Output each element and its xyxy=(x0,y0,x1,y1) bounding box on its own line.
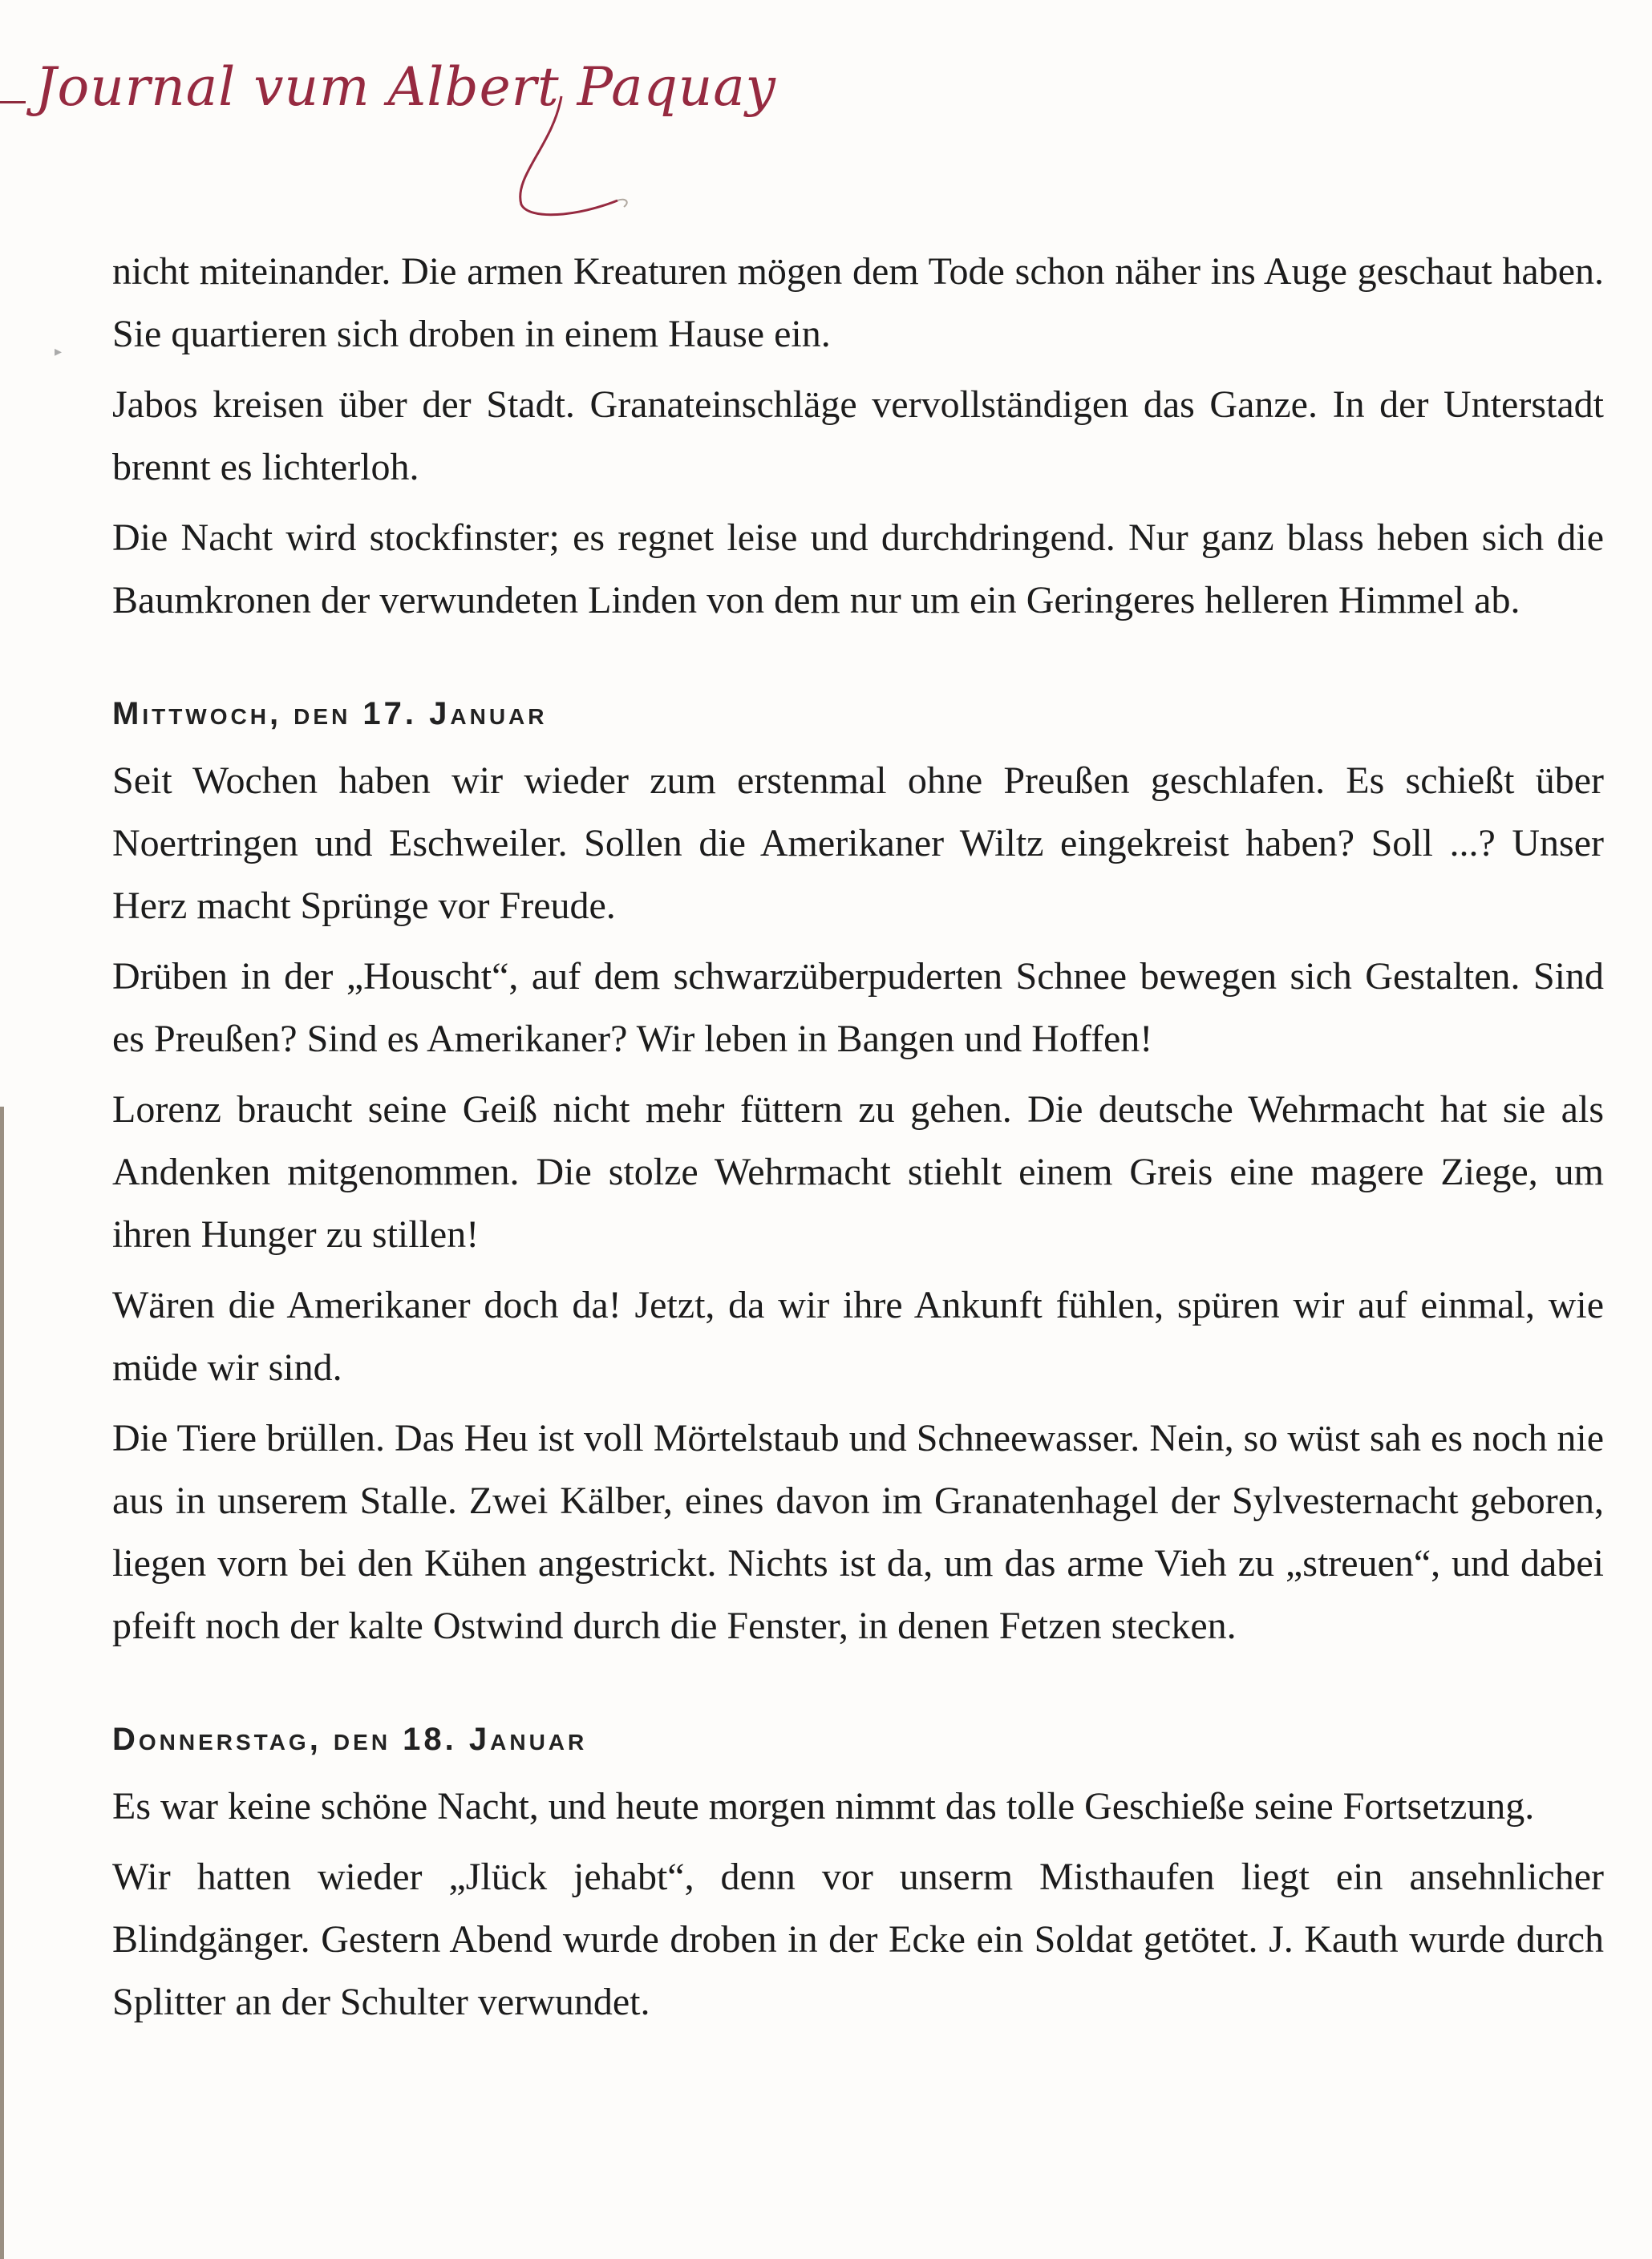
scan-speck: ▸ xyxy=(55,343,63,359)
paragraph: nicht miteinander. Die armen Kreaturen mögen dem Tode schon näher ins Auge geschaut haben. Sie quartieren sich droben in einem Hause ein. xyxy=(112,250,1604,355)
paragraph: Wären die Amerikaner doch da! Jetzt, da wir ihre Ankunft fühlen, spüren wir auf einmal, wie müde wir sind. xyxy=(112,1284,1604,1389)
section-spacer xyxy=(112,640,1604,696)
paragraph: Jabos kreisen über der Stadt. Granateinschläge vervollständigen das Ganze. In der Unterstadt brennt es lichterloh. xyxy=(112,383,1604,488)
entry-heading-thursday: Donnerstag, den 18. Januar xyxy=(112,1722,588,1757)
entry-heading-wednesday: Mittwoch, den 17. Januar xyxy=(112,696,548,731)
section-spacer xyxy=(112,1666,1604,1722)
paragraph: Lorenz braucht seine Geiß nicht mehr füttern zu gehen. Die deutsche Wehrmacht hat sie als Andenken mitgenommen. Die stolze Wehrmacht stiehlt einem Greis eine magere Ziege, um ihren Hunger zu stillen! xyxy=(112,1088,1604,1256)
paragraph: Die Nacht wird stockfinster; es regnet leise und durchdringend. Nur ganz blass heben sich die Baumkronen der verwundeten Linden von dem nur um ein Geringeres helleren Himmel ab. xyxy=(112,516,1604,621)
paragraph: Seit Wochen haben wir wieder zum erstenmal ohne Preußen geschlafen. Es schießt über Noertringen und Eschweiler. Sollen die Amerikaner Wiltz eingekreist haben? Soll ...? Unser Herz macht Sprünge vor Freude. xyxy=(112,759,1604,927)
paragraph: Wir hatten wieder „Jlück jehabt“, denn vor unserm Misthaufen liegt ein ansehnlicher Blindgänger. Gestern Abend wurde droben in der Ecke ein Soldat getötet. J. Kauth wurde durch Splitter an der Schulter verwundet. xyxy=(112,1856,1604,2023)
header-title: Journal vum Albert Paquay xyxy=(35,56,776,118)
page-body xyxy=(112,241,1604,2042)
header-flourish-icon xyxy=(0,48,642,233)
paragraph: Die Tiere brüllen. Das Heu ist voll Mörtelstaub und Schneewasser. Nein, so wüst sah es noch nie aus in unserem Stalle. Zwei Kälber, eines davon im Granatenhagel der Sylvesternacht geboren, liegen vorn bei den Kühen angestrickt. Nichts ist da, um das arme Vieh zu „streuen“, und dabei pfeift noch der kalte Ostwind durch die Fenster, in denen Fetzen stecken. xyxy=(112,1417,1604,1647)
paragraph: Drüben in der „Houscht“, auf dem schwarzüberpuderten Schnee bewegen sich Gestalten. Sind es Preußen? Sind es Amerikaner? Wir leben in Bangen und Hoffen! xyxy=(112,955,1604,1060)
running-header xyxy=(0,48,776,233)
paragraph: Es war keine schöne Nacht, und heute morgen nimmt das tolle Geschieße seine Fortsetzung. xyxy=(112,1785,1535,1828)
page-edge-shadow xyxy=(0,1107,4,2259)
